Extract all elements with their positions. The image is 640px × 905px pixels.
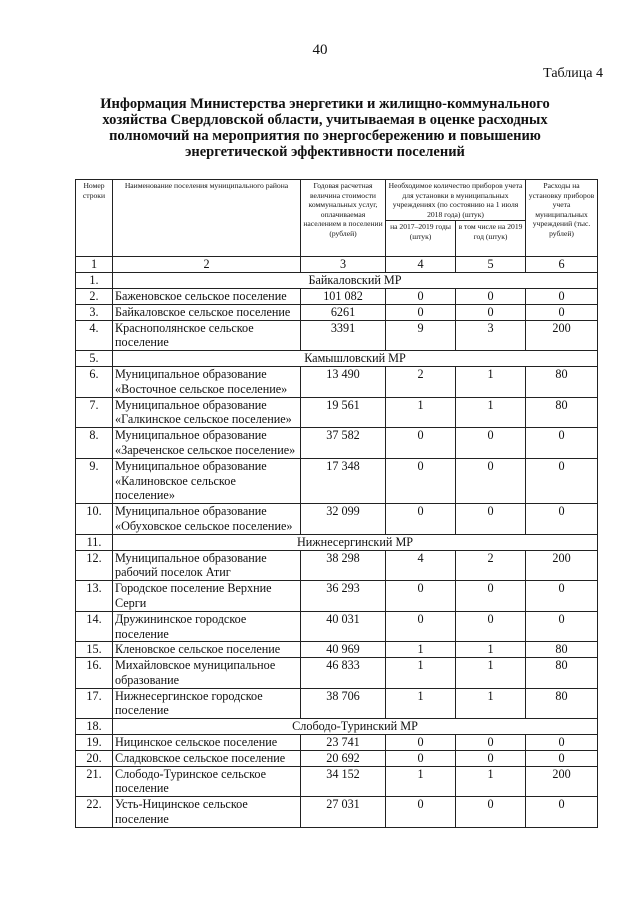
title-line: Информация Министерства энергетики и жилищно-коммунального xyxy=(100,96,550,112)
group-row xyxy=(76,273,598,289)
table-row xyxy=(76,642,598,658)
annual-cost: 101 082 xyxy=(301,288,386,304)
expenses: 0 xyxy=(526,458,598,503)
meters-2017-2019: 0 xyxy=(386,735,456,751)
meters-2017-2019: 0 xyxy=(386,611,456,642)
group-row xyxy=(76,534,598,550)
meters-2019: 0 xyxy=(456,611,526,642)
expenses: 200 xyxy=(526,766,598,797)
annual-cost: 38 298 xyxy=(301,550,386,581)
column-number: 2 xyxy=(113,257,301,273)
meters-2019: 0 xyxy=(456,735,526,751)
title-line: полномочий на мероприятия по энергосбережению и повышению xyxy=(109,128,541,144)
meters-2017-2019: 1 xyxy=(386,688,456,719)
annual-cost: 38 706 xyxy=(301,688,386,719)
annual-cost: 46 833 xyxy=(301,658,386,689)
expenses: 80 xyxy=(526,397,598,428)
settlement-name: Муниципальное образование «Калиновское сельское поселение» xyxy=(113,458,301,503)
annual-cost: 40 031 xyxy=(301,611,386,642)
table-row xyxy=(76,581,598,612)
table-row xyxy=(76,735,598,751)
row-number: 21. xyxy=(76,766,113,797)
meters-2019: 0 xyxy=(456,504,526,535)
annual-cost: 20 692 xyxy=(301,750,386,766)
settlement-name: Дружининское городское поселение xyxy=(113,611,301,642)
row-number: 11. xyxy=(76,534,113,550)
annual-cost: 27 031 xyxy=(301,797,386,828)
expenses: 0 xyxy=(526,581,598,612)
table-row xyxy=(76,750,598,766)
meters-2017-2019: 1 xyxy=(386,658,456,689)
column-number: 6 xyxy=(526,257,598,273)
table-label: Таблица 4 xyxy=(543,66,603,81)
expenses: 200 xyxy=(526,550,598,581)
table-row xyxy=(76,366,598,397)
row-number: 13. xyxy=(76,581,113,612)
settlement-name: Слободо-Туринское сельское поселение xyxy=(113,766,301,797)
settlement-name: Муниципальное образование «Галкинское сельское поселение» xyxy=(113,397,301,428)
settlement-name: Ницинское сельское поселение xyxy=(113,735,301,751)
meters-2017-2019: 0 xyxy=(386,750,456,766)
row-number: 15. xyxy=(76,642,113,658)
row-number: 2. xyxy=(76,288,113,304)
row-number: 12. xyxy=(76,550,113,581)
district-name: Нижнесергинский МР xyxy=(113,534,598,550)
table-row xyxy=(76,320,598,351)
settlement-name: Муниципальное образование «Обуховское сельское поселение» xyxy=(113,504,301,535)
expenses: 0 xyxy=(526,750,598,766)
settlement-name: Нижнесергинское городское поселение xyxy=(113,688,301,719)
expenses: 0 xyxy=(526,304,598,320)
header-expenses: Расходы на установку приборов учета муниципальных учреждений (тыс. рублей) xyxy=(526,180,598,257)
row-number: 3. xyxy=(76,304,113,320)
meters-2017-2019: 9 xyxy=(386,320,456,351)
group-row xyxy=(76,351,598,367)
meters-2017-2019: 0 xyxy=(386,797,456,828)
table-row xyxy=(76,688,598,719)
settlement-name: Городское поселение Верхние Серги xyxy=(113,581,301,612)
row-number: 19. xyxy=(76,735,113,751)
meters-2019: 1 xyxy=(456,766,526,797)
meters-2019: 1 xyxy=(456,366,526,397)
table-row xyxy=(76,797,598,828)
annual-cost: 32 099 xyxy=(301,504,386,535)
group-row xyxy=(76,719,598,735)
meters-2017-2019: 0 xyxy=(386,458,456,503)
page-number: 40 xyxy=(312,42,328,58)
meters-2019: 0 xyxy=(456,581,526,612)
document-title xyxy=(70,96,580,160)
table-row xyxy=(76,658,598,689)
expenses: 0 xyxy=(526,428,598,459)
expenses: 0 xyxy=(526,797,598,828)
expenses: 0 xyxy=(526,735,598,751)
row-number: 16. xyxy=(76,658,113,689)
header-annual-cost: Годовая расчетная величина стоимости коммунальных услуг, оплачиваемая населением в поселении (рублей) xyxy=(301,180,386,257)
district-name: Камышловский МР xyxy=(113,351,598,367)
header-2017-2019: на 2017–2019 годы (штук) xyxy=(386,221,456,257)
meters-2017-2019: 1 xyxy=(386,397,456,428)
row-number: 7. xyxy=(76,397,113,428)
settlement-name: Краснополянское сельское поселение xyxy=(113,320,301,351)
expenses: 80 xyxy=(526,366,598,397)
annual-cost: 40 969 xyxy=(301,642,386,658)
title-line: хозяйства Свердловской области, учитываемая в оценке расходных xyxy=(102,112,548,128)
column-number: 3 xyxy=(301,257,386,273)
district-name: Слободо-Туринский МР xyxy=(113,719,598,735)
table-row xyxy=(76,504,598,535)
meters-2017-2019: 0 xyxy=(386,288,456,304)
meters-2019: 3 xyxy=(456,320,526,351)
title-line: энергетической эффективности поселений xyxy=(185,144,465,160)
row-number: 4. xyxy=(76,320,113,351)
row-number: 10. xyxy=(76,504,113,535)
expenses: 0 xyxy=(526,504,598,535)
meters-2017-2019: 1 xyxy=(386,766,456,797)
table-body xyxy=(76,273,598,828)
table-row xyxy=(76,766,598,797)
meters-2019: 0 xyxy=(456,304,526,320)
expenses: 80 xyxy=(526,658,598,689)
row-number: 18. xyxy=(76,719,113,735)
row-number: 1. xyxy=(76,273,113,289)
settlement-name: Сладковское сельское поселение xyxy=(113,750,301,766)
expenses: 200 xyxy=(526,320,598,351)
meters-2017-2019: 0 xyxy=(386,428,456,459)
annual-cost: 3391 xyxy=(301,320,386,351)
column-number: 1 xyxy=(76,257,113,273)
row-number: 9. xyxy=(76,458,113,503)
table-row xyxy=(76,458,598,503)
meters-2017-2019: 4 xyxy=(386,550,456,581)
expenses: 80 xyxy=(526,688,598,719)
meters-2019: 1 xyxy=(456,688,526,719)
annual-cost: 23 741 xyxy=(301,735,386,751)
meters-2019: 1 xyxy=(456,642,526,658)
table-row xyxy=(76,397,598,428)
settlement-name: Муниципальное образование «Зареченское сельское поселение» xyxy=(113,428,301,459)
meters-2017-2019: 1 xyxy=(386,642,456,658)
row-number: 22. xyxy=(76,797,113,828)
expenses: 0 xyxy=(526,611,598,642)
annual-cost: 13 490 xyxy=(301,366,386,397)
row-number: 6. xyxy=(76,366,113,397)
meters-2017-2019: 2 xyxy=(386,366,456,397)
settlement-name: Байкаловское сельское поселение xyxy=(113,304,301,320)
annual-cost: 36 293 xyxy=(301,581,386,612)
meters-2017-2019: 0 xyxy=(386,504,456,535)
meters-2019: 0 xyxy=(456,288,526,304)
settlement-name: Муниципальное образование «Восточное сельское поселение» xyxy=(113,366,301,397)
table-row xyxy=(76,288,598,304)
table-row xyxy=(76,550,598,581)
annual-cost: 6261 xyxy=(301,304,386,320)
expenses: 80 xyxy=(526,642,598,658)
header-row-number: Номер строки xyxy=(76,180,113,257)
annual-cost: 17 348 xyxy=(301,458,386,503)
row-number: 17. xyxy=(76,688,113,719)
meters-2019: 0 xyxy=(456,797,526,828)
data-table xyxy=(75,179,598,828)
annual-cost: 34 152 xyxy=(301,766,386,797)
meters-2019: 1 xyxy=(456,658,526,689)
annual-cost: 37 582 xyxy=(301,428,386,459)
meters-2019: 1 xyxy=(456,397,526,428)
meters-2019: 2 xyxy=(456,550,526,581)
meters-2017-2019: 0 xyxy=(386,581,456,612)
settlement-name: Михайловское муниципальное образование xyxy=(113,658,301,689)
district-name: Байкаловский МР xyxy=(113,273,598,289)
table-row xyxy=(76,304,598,320)
expenses: 0 xyxy=(526,288,598,304)
meters-2019: 0 xyxy=(456,458,526,503)
header-meters-needed: Необходимое количество приборов учета для установки в муниципальных учреждениях (по состоянию на 1 июля 2018 года) (штук) xyxy=(386,180,526,221)
column-number: 5 xyxy=(456,257,526,273)
meters-2019: 0 xyxy=(456,750,526,766)
row-number: 20. xyxy=(76,750,113,766)
meters-2017-2019: 0 xyxy=(386,304,456,320)
row-number: 5. xyxy=(76,351,113,367)
settlement-name: Кленовское сельское поселение xyxy=(113,642,301,658)
header-settlement-name: Наименование поселения муниципального района xyxy=(113,180,301,257)
meters-2019: 0 xyxy=(456,428,526,459)
column-number: 4 xyxy=(386,257,456,273)
settlement-name: Муниципальное образование рабочий поселок Атиг xyxy=(113,550,301,581)
settlement-name: Баженовское сельское поселение xyxy=(113,288,301,304)
row-number: 8. xyxy=(76,428,113,459)
header-2019: в том числе на 2019 год (штук) xyxy=(456,221,526,257)
row-number: 14. xyxy=(76,611,113,642)
settlement-name: Усть-Ницинское сельское поселение xyxy=(113,797,301,828)
table-row xyxy=(76,611,598,642)
annual-cost: 19 561 xyxy=(301,397,386,428)
table-row xyxy=(76,428,598,459)
